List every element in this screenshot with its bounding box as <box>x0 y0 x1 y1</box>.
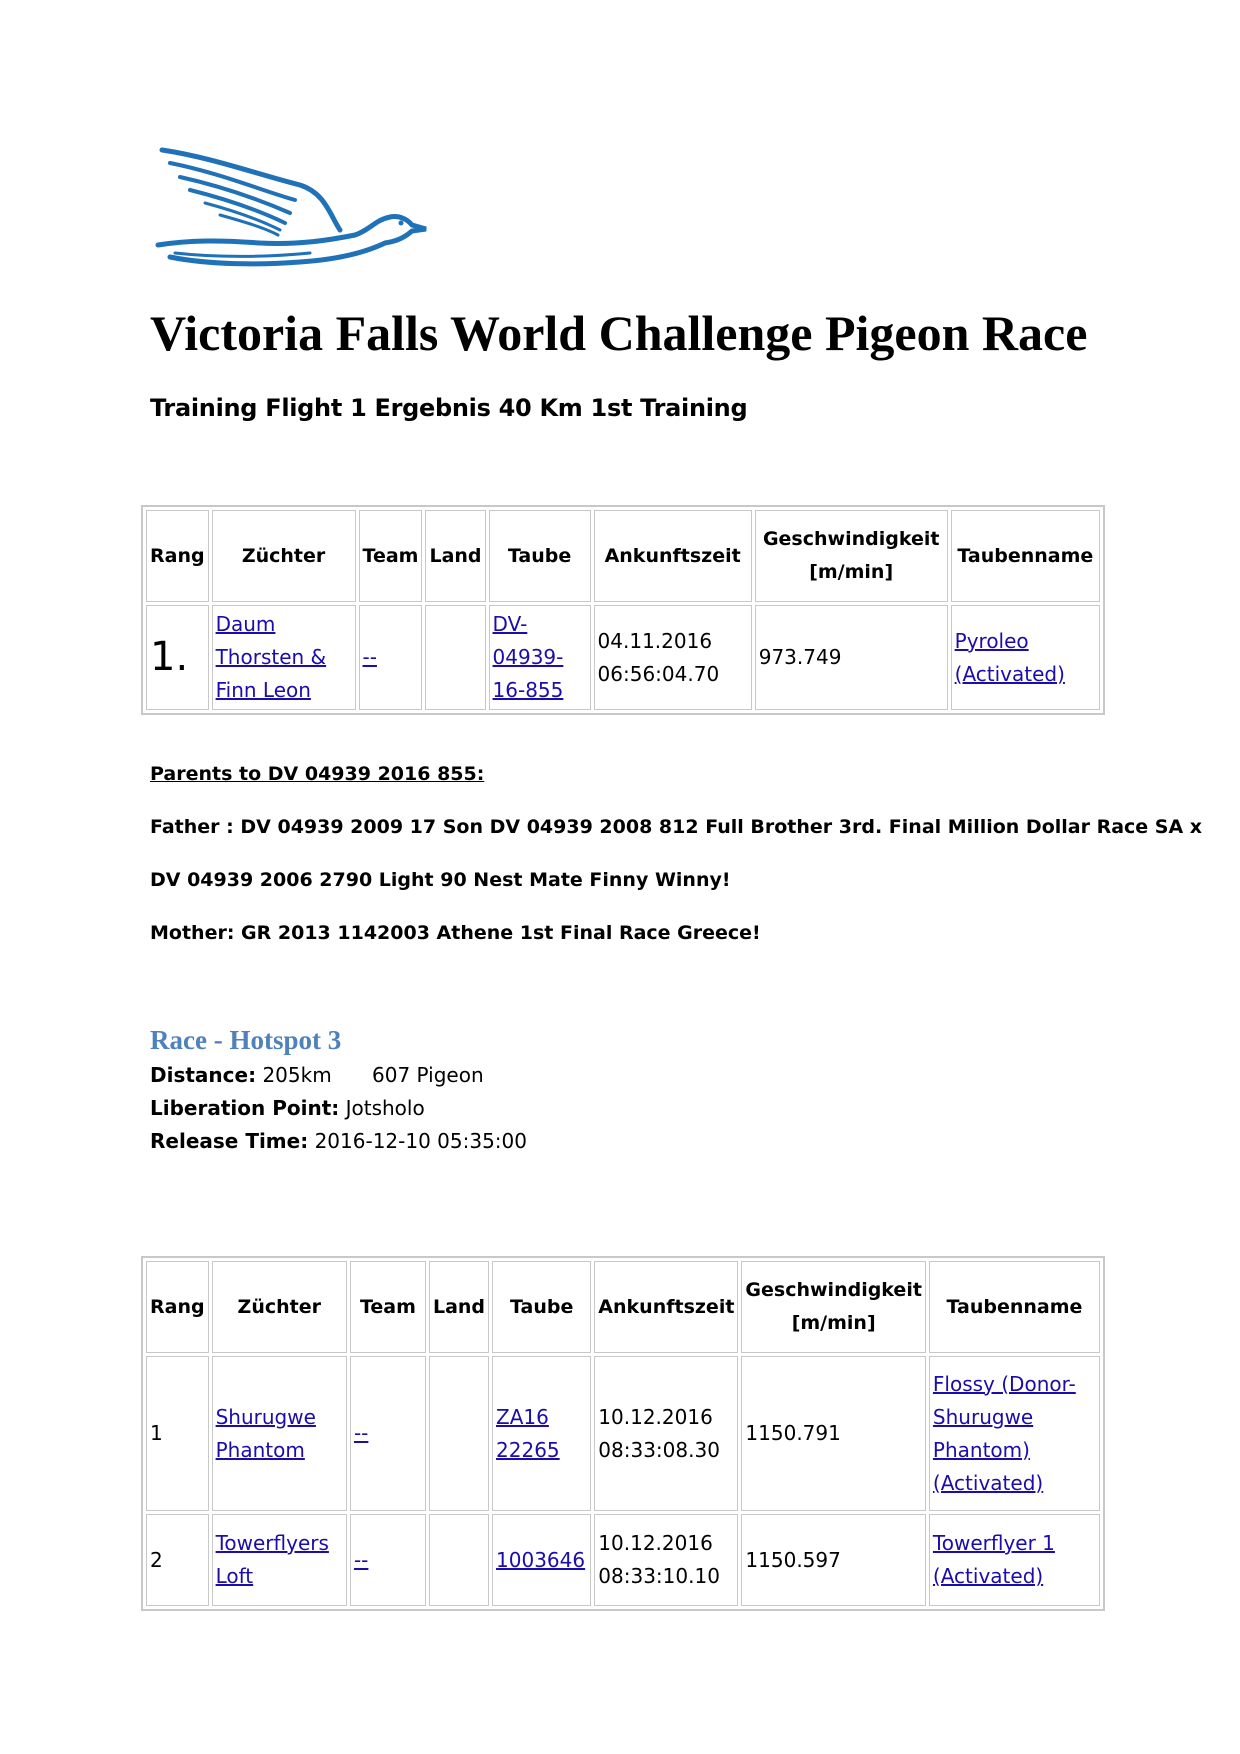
release-line <box>150 1126 527 1156</box>
release-value: 2016-12-10 05:35:00 <box>314 1129 527 1153</box>
column-header-zuechter: Züchter <box>212 510 356 602</box>
distance-value: 205km <box>262 1063 332 1087</box>
pigeon-link[interactable]: ZA16 22265 <box>496 1404 560 1462</box>
breeder-link[interactable]: Shurugwe Phantom <box>215 1404 316 1462</box>
column-header-land: Land <box>425 510 485 602</box>
pigeon-name-link[interactable]: Pyroleo (Activated) <box>954 628 1065 686</box>
training-results-table <box>141 505 1105 715</box>
mother-text: Mother: GR 2013 1142003 Athene 1st Final Race Greece! <box>150 922 761 944</box>
pigeon-cell <box>489 605 591 710</box>
team-link[interactable]: -- <box>362 645 377 669</box>
rank-cell: 1. <box>146 605 209 710</box>
pigeon-name-cell <box>929 1356 1100 1511</box>
page-subtitle: Training Flight 1 Ergebnis 40 Km 1st Training <box>150 394 748 422</box>
father-text: Father : DV 04939 2009 17 Son DV 04939 2008 812 Full Brother 3rd. Final Million Dollar Race SA x <box>150 816 1203 838</box>
land-cell <box>429 1356 489 1511</box>
speed-cell: 1150.791 <box>741 1356 926 1511</box>
land-cell <box>425 605 485 710</box>
team-link[interactable]: -- <box>353 1421 369 1445</box>
pigeon-name-link[interactable]: Flossy (Donor-Shurugwe Phantom) (Activated) <box>932 1371 1076 1495</box>
team-cell <box>359 605 423 710</box>
team-cell <box>350 1356 426 1511</box>
pigeon-name-link[interactable]: Towerflyer 1 (Activated) <box>932 1531 1055 1588</box>
column-header-geschwindigkeit: Geschwindigkeit [m/min] <box>741 1261 926 1353</box>
breeder-cell <box>212 1514 347 1606</box>
column-header-ankunftszeit: Ankunftszeit <box>594 1261 738 1353</box>
pigeon-name-cell <box>929 1514 1100 1606</box>
speed-cell: 973.749 <box>755 605 948 710</box>
parents-heading: Parents to DV 04939 2016 855: <box>150 763 485 785</box>
release-label: Release Time: <box>150 1129 309 1153</box>
liberation-label: Liberation Point: <box>150 1096 340 1120</box>
column-header-taube: Taube <box>489 510 591 602</box>
column-header-team: Team <box>359 510 423 602</box>
column-header-geschwindigkeit: Geschwindigkeit [m/min] <box>755 510 948 602</box>
column-header-land: Land <box>429 1261 489 1353</box>
rank-cell: 1 <box>146 1356 209 1511</box>
arrival-cell: 04.11.2016 06:56:04.70 <box>594 605 752 710</box>
column-header-taubenname: Taubenname <box>929 1261 1100 1353</box>
page-title: Victoria Falls World Challenge Pigeon Race <box>150 305 1088 361</box>
breeder-cell <box>212 605 356 710</box>
father-text-continued: DV 04939 2006 2790 Light 90 Nest Mate Finny Winny! <box>150 869 731 891</box>
team-cell <box>350 1514 426 1606</box>
pigeon-count: 607 Pigeon <box>372 1063 484 1087</box>
column-header-taubenname: Taubenname <box>951 510 1100 602</box>
team-link[interactable]: -- <box>353 1547 369 1572</box>
column-header-taube: Taube <box>492 1261 591 1353</box>
arrival-cell: 10.12.2016 08:33:10.10 <box>594 1514 738 1606</box>
breeder-link[interactable]: Towerflyers Loft <box>215 1531 329 1588</box>
breeder-cell <box>212 1356 347 1511</box>
distance-line <box>150 1060 332 1090</box>
column-header-ankunftszeit: Ankunftszeit <box>594 510 752 602</box>
race-heading: Race - Hotspot 3 <box>150 1025 342 1055</box>
table-row <box>146 1356 1100 1511</box>
table-header-row <box>146 1261 1100 1353</box>
table-header-row <box>146 510 1100 602</box>
table-row <box>146 605 1100 710</box>
liberation-value: Jotsholo <box>345 1096 425 1120</box>
column-header-zuechter: Züchter <box>212 1261 347 1353</box>
breeder-link[interactable]: Daum Thorsten & Finn Leon <box>215 612 327 702</box>
race-results-table <box>141 1256 1105 1611</box>
pigeon-cell <box>492 1356 591 1511</box>
liberation-line <box>150 1093 425 1123</box>
table-row <box>146 1514 1100 1606</box>
pigeon-link[interactable]: 1003646 <box>496 1547 586 1572</box>
pigeon-link[interactable]: DV-04939-16-855 <box>492 612 564 702</box>
land-cell <box>429 1514 489 1606</box>
dove-logo-icon <box>150 145 435 280</box>
pigeon-cell <box>492 1514 591 1606</box>
arrival-cell: 10.12.2016 08:33:08.30 <box>594 1356 738 1511</box>
column-header-team: Team <box>350 1261 426 1353</box>
rank-cell: 2 <box>146 1514 209 1606</box>
pigeon-name-cell <box>951 605 1100 710</box>
speed-cell: 1150.597 <box>741 1514 926 1606</box>
column-header-rang: Rang <box>146 510 209 602</box>
distance-label: Distance: <box>150 1063 257 1087</box>
column-header-rang: Rang <box>146 1261 209 1353</box>
